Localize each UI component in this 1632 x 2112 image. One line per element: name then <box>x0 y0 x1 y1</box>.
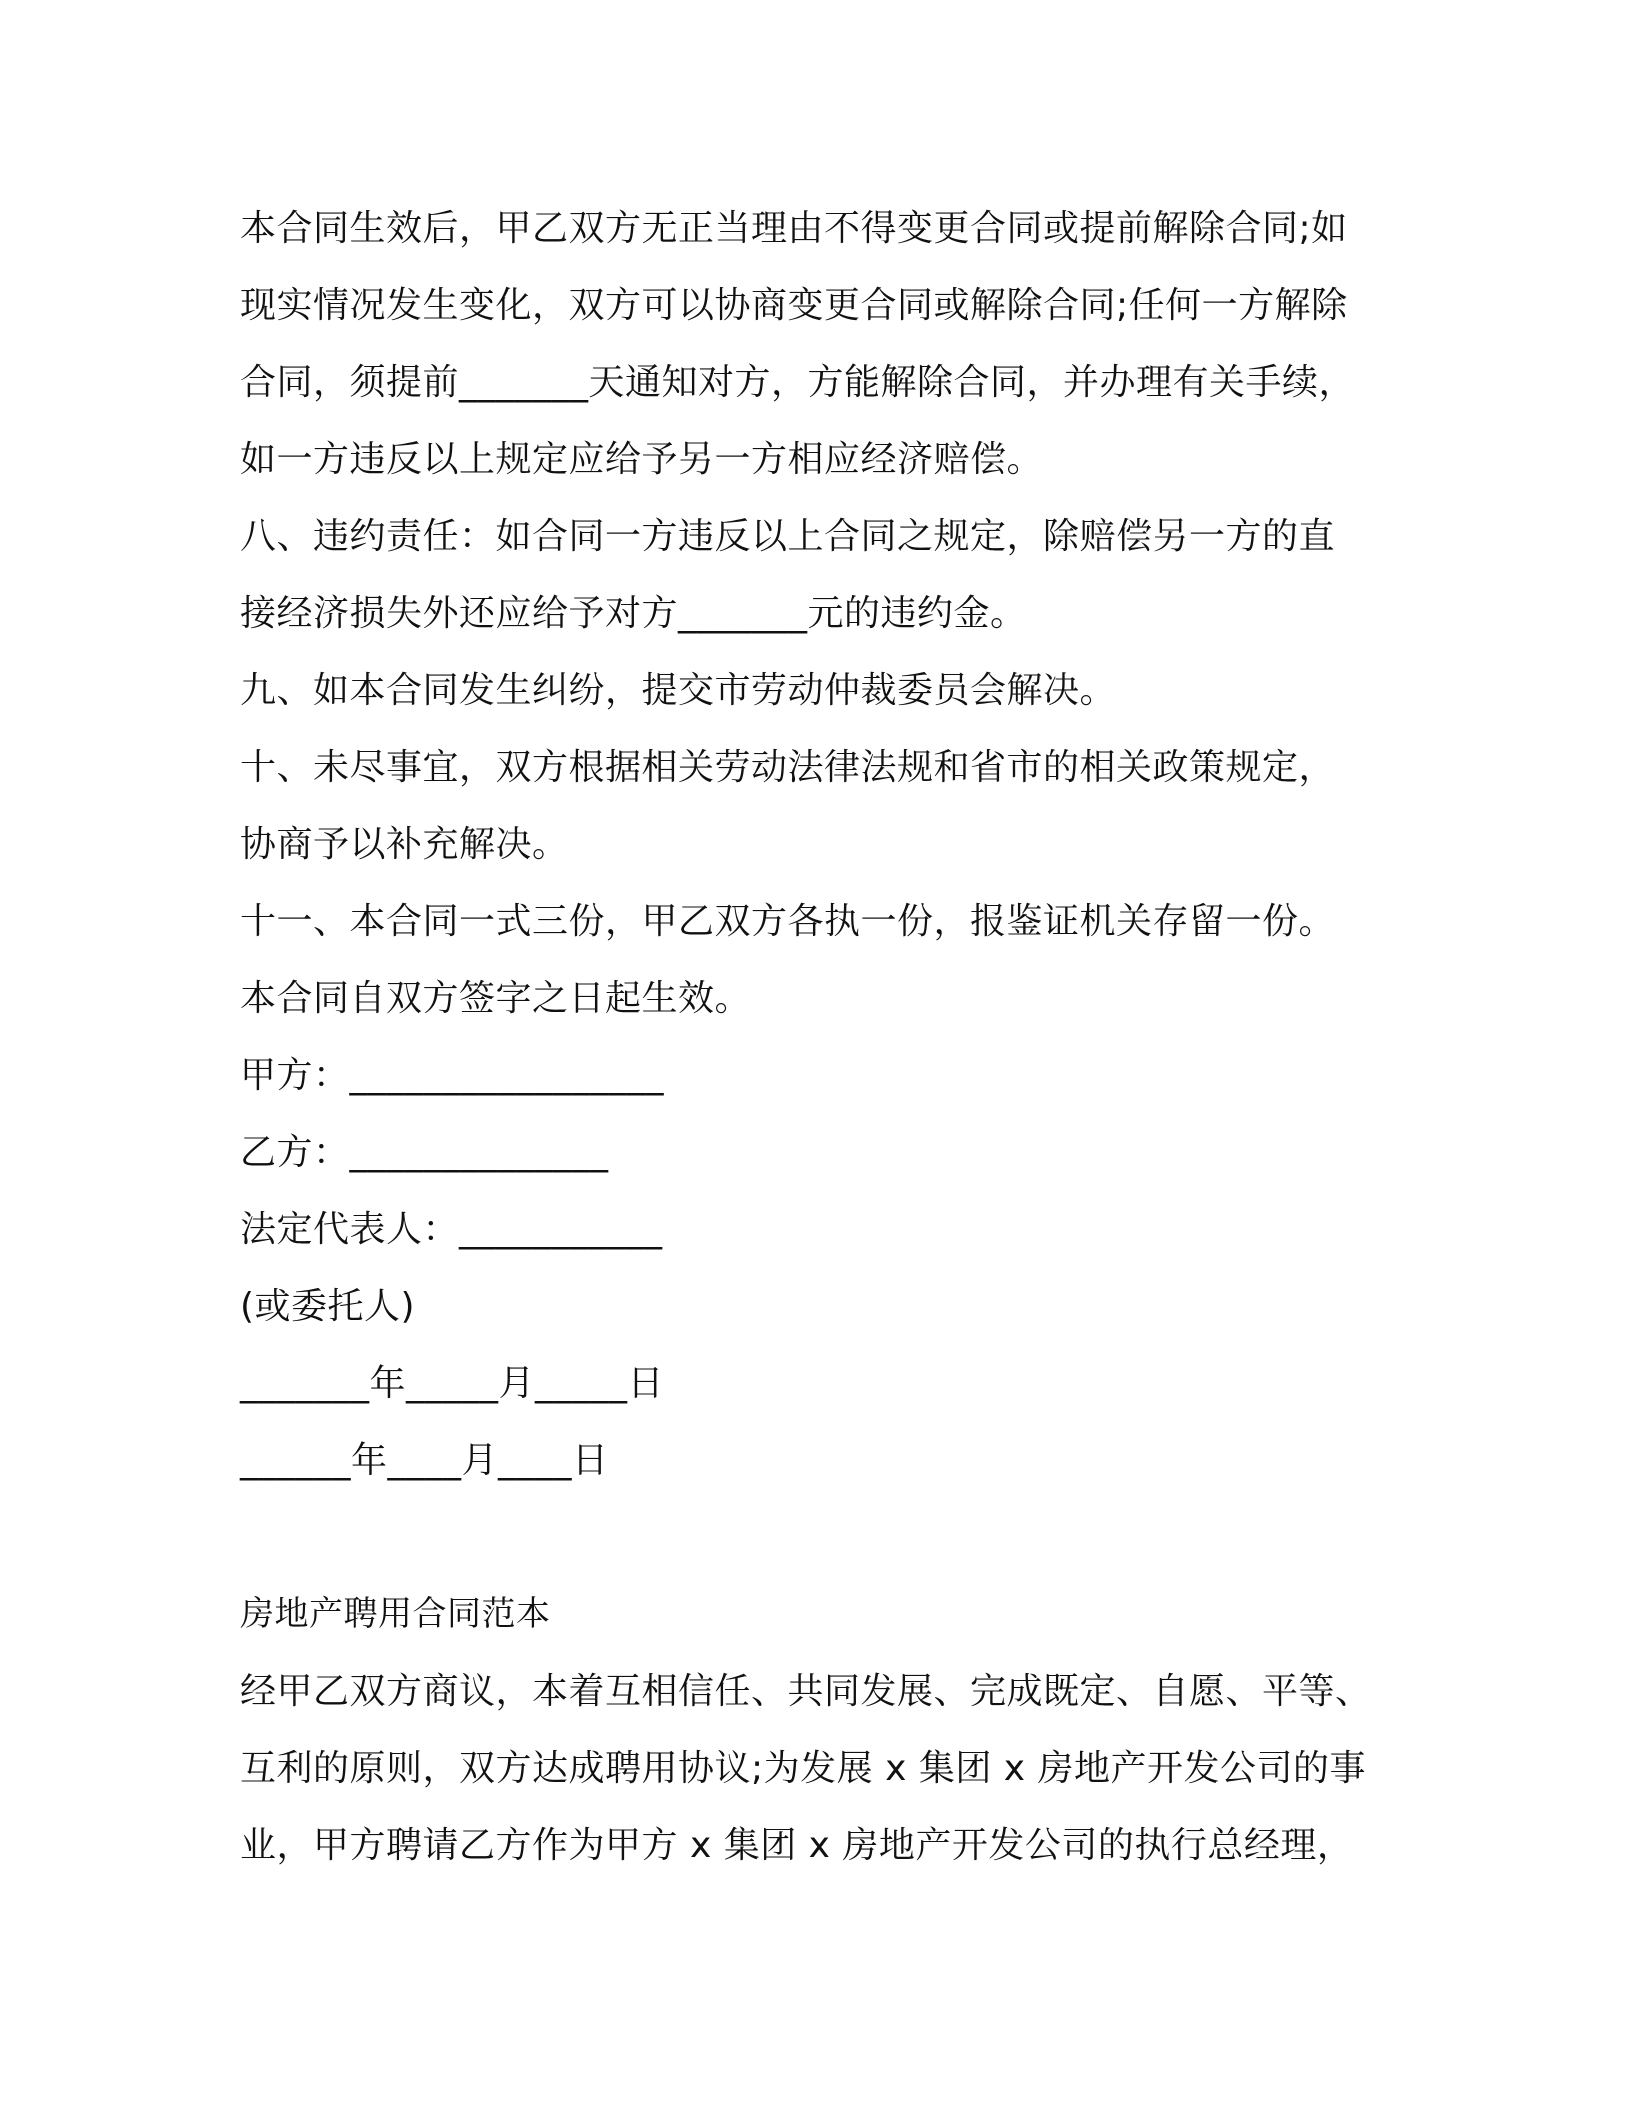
clause-8-line: 八、违约责任：如合同一方违反以上合同之规定，除赔偿另一方的直 <box>240 516 1336 557</box>
signature-party-a: 甲方：_________________ <box>240 1055 665 1096</box>
effective-line: 本合同自双方签字之日起生效。 <box>240 978 752 1019</box>
paragraph-line: 合同，须提前_______天通知对方，方能解除合同，并办理有关手续， <box>240 362 1356 403</box>
signature-legal-rep: 法定代表人：___________ <box>240 1209 663 1250</box>
clause-8-line: 接经济损失外还应给予对方_______元的违约金。 <box>240 593 1027 634</box>
paragraph-line: 经甲乙双方商议，本着互相信任、共同发展、完成既定、自愿、平等、 <box>240 1671 1372 1712</box>
paragraph-line: 本合同生效后，甲乙双方无正当理由不得变更合同或提前解除合同;如 <box>240 208 1348 249</box>
section-gap <box>240 1499 1390 1576</box>
section-title: 房地产聘用合同范本 <box>240 1594 551 1634</box>
signature-date-2: ______年____月____日 <box>240 1440 609 1481</box>
clause-11-line: 十一、本合同一式三份，甲乙双方各执一份，报鉴证机关存留一份。 <box>240 901 1336 942</box>
clause-10-line: 十、未尽事宜，双方根据相关劳动法律法规和省市的相关政策规定， <box>240 747 1336 788</box>
paragraph-line: 现实情况发生变化，双方可以协商变更合同或解除合同;任何一方解除 <box>240 285 1348 326</box>
signature-party-b: 乙方：______________ <box>240 1132 609 1173</box>
paragraph-line: 业，甲方聘请乙方作为甲方 x 集团 x 房地产开发公司的执行总经理， <box>240 1825 1354 1866</box>
paragraph-line: 互利的原则，双方达成聘用协议;为发展 x 集团 x 房地产开发公司的事 <box>240 1748 1367 1789</box>
clause-9-line: 九、如本合同发生纠纷，提交市劳动仲裁委员会解决。 <box>240 670 1117 711</box>
signature-date-1: _______年_____月_____日 <box>240 1363 664 1404</box>
clause-10-line: 协商予以补充解决。 <box>240 824 569 865</box>
document-body <box>240 190 1390 1884</box>
signature-or-agent: (或委托人) <box>240 1286 416 1327</box>
paragraph-line: 如一方违反以上规定应给予另一方相应经济赔偿。 <box>240 439 1044 480</box>
